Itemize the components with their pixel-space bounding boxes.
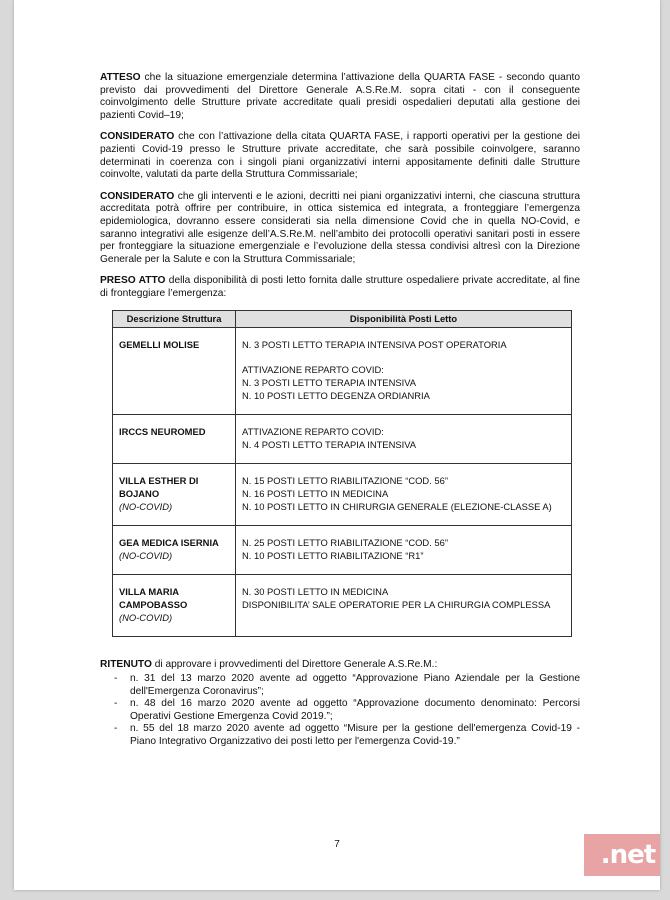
availability-cell [236,327,572,414]
paragraph-lead: CONSIDERATO [100,131,175,143]
availability-line: N. 4 POSTI LETTO TERAPIA INTENSIVA [242,438,417,450]
bed-availability-table [112,310,572,637]
list-item-text: n. 31 del 13 marzo 2020 avente ad oggetto “Approvazione Piano Aziendale per la Gestione dell'Emergenza Coronavirus”; [130,673,580,697]
header-structure: Descrizione Struttura [113,310,236,327]
paragraphs [100,72,580,301]
availability-line: N. 25 POSTI LETTO RIABILITAZIONE “COD. 56” [242,536,448,548]
paragraph [100,72,580,122]
paragraph-lead: CONSIDERATO [100,190,175,202]
structure-name-cell [113,574,236,636]
availability-line: N. 30 POSTI LETTO IN MEDICINA [242,585,389,597]
structure-name: GEMELLI MOLISE [119,338,200,350]
table-row [113,327,572,414]
paragraph [100,131,580,181]
availability-line: ATTIVAZIONE REPARTO COVID: [242,425,384,437]
structure-note: (NO-COVID) [119,549,173,561]
document-page [14,0,660,890]
structure-name: IRCCS NEUROMED [119,425,206,437]
availability-cell [236,525,572,574]
structure-name: VILLA MARIA [119,585,180,597]
list-item [100,698,580,723]
paragraph [100,275,580,300]
availability-line: N. 3 POSTI LETTO TERAPIA INTENSIVA [242,376,417,388]
ritenuto-paragraph [100,659,580,672]
availability-line: N. 10 POSTI LETTO DEGENZA ORDIANRIA [242,389,430,401]
dash-bullet: - [114,673,118,685]
structure-name: GEA MEDICA ISERNIA [119,536,219,548]
availability-line: N. 10 POSTI LETTO IN CHIRURGIA GENERALE (ELEZIONE-CLASSE A) [242,500,552,512]
paragraph-text: che con l’attivazione della citata QUARTA FASE, i rapporti operativi per la gestione dei pazienti Covid-19 presso le Strutture private accreditate, che sarà possibile coinvolgere, saranno determinati in coerenza con i singoli piani organizzativi interni appositamente definiti dalle Strutture coinvolte, valutati da parte della Struttura Commissariale; [100,131,580,181]
paragraph-lead: ATTESO [100,72,141,83]
list-item [100,673,580,698]
paragraph-lead: PRESO ATTO [100,275,166,287]
list-item [100,723,580,748]
availability-cell [236,463,572,525]
structure-name: CAMPOBASSO [119,598,188,610]
dash-bullet: - [114,698,118,710]
ritenuto-lead: RITENUTO [100,658,152,670]
table-row [113,463,572,525]
availability-line: N. 16 POSTI LETTO IN MEDICINA [242,487,389,499]
list-item-text: n. 48 del 16 marzo 2020 avente ad oggetto “Approvazione documento denominato: Percorsi Operativi Gestione Emergenza Covid 2019.”; [130,698,580,722]
line-gap [242,351,567,363]
structure-note: (NO-COVID) [119,611,173,623]
structure-name: BOJANO [119,487,160,499]
paragraph [100,191,580,267]
table-row [113,574,572,636]
header-availability: Disponibilità Posti Letto [236,310,572,327]
paragraph-text: della disponibilità di posti letto fornita dalle strutture ospedaliere private accreditate, al fine di fronteggiare l’emergenza: [100,275,581,299]
list-item-text: n. 55 del 18 marzo 2020 avente ad oggetto “Misure per la gestione dell'emergenza Covid-19 - Piano Integrativo Organizzativo dei posti letto per l'emergenza Covid-19.” [130,723,580,748]
structure-note: (NO-COVID) [119,500,173,512]
table-header-row [113,310,572,327]
availability-line: N. 3 POSTI LETTO TERAPIA INTENSIVA POST OPERATORIA [242,338,507,350]
ritenuto-list [100,673,580,749]
availability-cell [236,414,572,463]
availability-line: ATTIVAZIONE REPARTO COVID: [242,363,384,375]
structure-name-cell [113,414,236,463]
availability-line: N. 15 POSTI LETTO RIABILITAZIONE “COD. 56” [242,474,448,486]
structure-name: VILLA ESTHER DI [119,474,199,486]
structure-name-cell [113,463,236,525]
watermark-logo: .net [584,834,660,876]
structure-name-cell [113,525,236,574]
availability-cell [236,574,572,636]
paragraph-text: che la situazione emergenziale determina l’attivazione della QUARTA FASE - secondo quanto previsto dai provvedimenti del Direttore Generale A.S.Re.M. sopra citati - con il conseguente coinvolgimento delle Strutture private accreditate quali presidi ospedalieri deputati alla gestione dei pazienti Covid–19; [100,72,580,121]
availability-line: N. 10 POSTI LETTO RIABILITAZIONE “R1” [242,549,424,561]
ritenuto-section [100,659,580,749]
table-row [113,414,572,463]
document-body [100,72,580,749]
table-row [113,525,572,574]
ritenuto-text: di approvare i provvedimenti del Direttore Generale A.S.Re.M.: [151,658,438,670]
structure-name-cell [113,327,236,414]
page-number: 7 [334,839,340,850]
dash-bullet: - [114,723,118,735]
availability-line: DISPONIBILITA’ SALE OPERATORIE PER LA CHIRURGIA COMPLESSA [242,598,551,610]
paragraph-text: che gli interventi e le azioni, decritti nei piani organizzativi interni, che ciascuna struttura accreditata potrà offrire per contribuire, in ottica sistemica ed integrata, a fronteggiare l’emergenza epidemiologica, dovranno essere considerati sia nella dimensione Covid che in quella NO-Covid, e saranno integrativi alle esigenze dell’A.S.Re.M. nell’ambito dei protocolli operativi sanitari posti in essere per fronteggiare la situazione emergenziale e l’evoluzione della stessa condivisi altresì con la Direzione Generale per la Salute e con la Struttura Commissariale; [100,190,580,265]
